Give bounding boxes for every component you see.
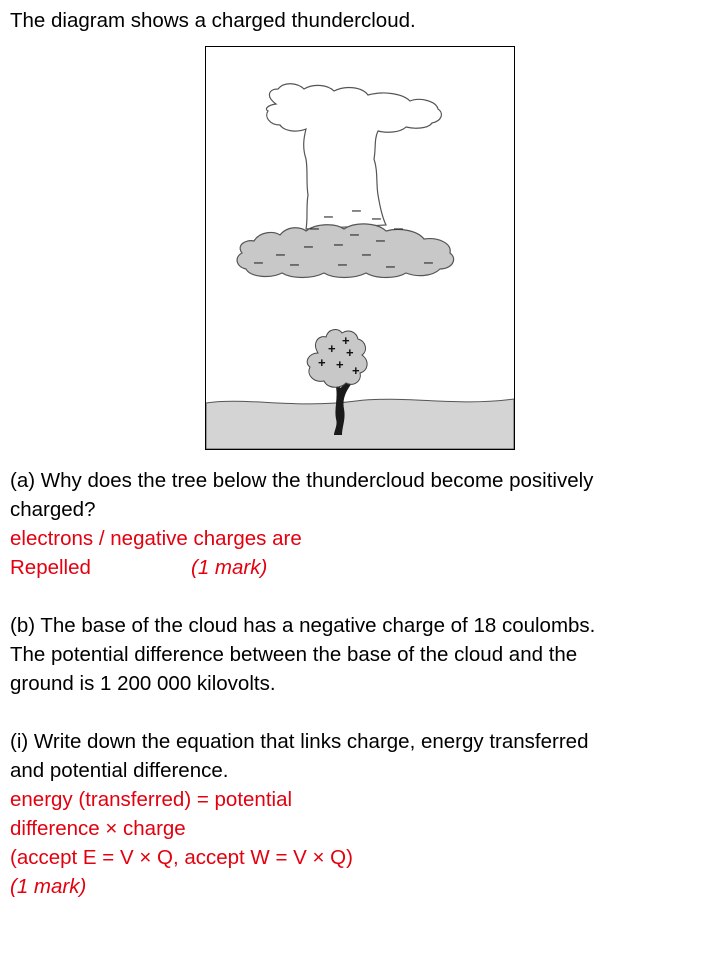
- cloud-charge: –: [372, 210, 381, 227]
- cloud-charge: –: [386, 258, 395, 275]
- part-b-line2: The potential difference between the base of the cloud and the: [10, 643, 578, 666]
- tree-charge: +: [346, 345, 354, 360]
- answer-bi-line2: difference × charge: [10, 817, 186, 840]
- tree-charge: +: [318, 355, 326, 370]
- cloud-charge: –: [362, 246, 371, 263]
- answer-a-mark: (1 mark): [191, 556, 268, 579]
- cloud-charge: –: [290, 256, 299, 273]
- tree-charge: +: [328, 341, 336, 356]
- thundercloud-diagram: [205, 46, 515, 450]
- intro-text: The diagram shows a charged thundercloud.: [10, 9, 416, 32]
- answer-bi-line1: energy (transferred) = potential: [10, 788, 293, 811]
- tree-charge: +: [336, 357, 344, 372]
- answer-bi-mark: (1 mark): [10, 875, 87, 898]
- cloud-charge: –: [254, 254, 263, 271]
- part-b-line1: (b) The base of the cloud has a negative charge of 18 coulombs.: [10, 614, 596, 637]
- question-a-line2: charged?: [10, 498, 96, 521]
- cloud-charge: –: [424, 254, 433, 271]
- part-b-line3: ground is 1 200 000 kilovolts.: [10, 672, 276, 695]
- tree-charge: +: [342, 333, 350, 348]
- answer-a-text: Repelled: [10, 556, 91, 579]
- answer-a-line2: [10, 553, 268, 582]
- cloud-charge: –: [352, 202, 361, 219]
- tree-charge: +: [352, 363, 360, 378]
- question-a-line1: (a) Why does the tree below the thundercloud become positively: [10, 469, 594, 492]
- question-bi-line2: and potential difference.: [10, 759, 229, 782]
- ground: [206, 399, 514, 449]
- question-bi-line1: (i) Write down the equation that links charge, energy transferred: [10, 730, 589, 753]
- cloud-charge: –: [334, 236, 343, 253]
- cloud-charge: –: [324, 208, 333, 225]
- cloud-charge: –: [304, 238, 313, 255]
- cloud-charge: –: [276, 246, 285, 263]
- answer-bi-line3: (accept E = V × Q, accept W = V × Q): [10, 846, 353, 869]
- cloud-charge: –: [338, 256, 347, 273]
- cloud-charge: –: [350, 226, 359, 243]
- answer-a-line1: electrons / negative charges are: [10, 527, 302, 550]
- cloud-charge: –: [310, 220, 319, 237]
- cloud-charge: –: [394, 220, 403, 237]
- cloud-charge: –: [376, 232, 385, 249]
